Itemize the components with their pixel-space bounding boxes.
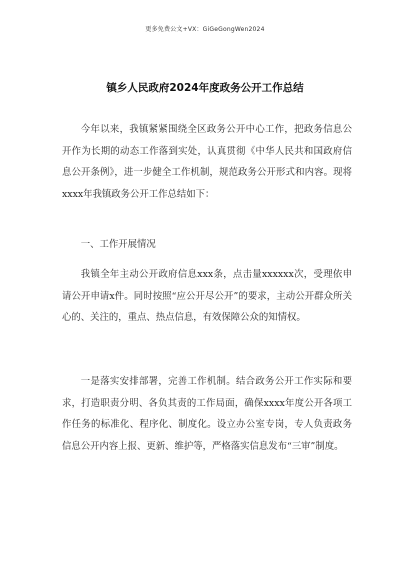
document-title: 镇乡人民政府2024年度政务公开工作总结 (106, 82, 304, 94)
intro-paragraph: 今年以来，我镇紧紧围绕全区政务公开中心工作，把政务信息公开作为长期的动态工作落到实处，认真贯彻《中华人民共和国政府信息公开条例》，进一步健全工作机制，规范政务公开形式和内容。现将xxxx年我镇政务公开工作总结如下： (62, 124, 352, 200)
section-heading-1: 一、工作开展情况 (80, 239, 156, 250)
section-1-body: 我镇全年主动公开政府信息xxx条，点击量xxxxxx次，受理依申请公开申请x件。同时按照“应公开尽公开”的要求，主动公开群众所关心的、关注的，重点、热点信息，有效保障公众的知情权。 (62, 269, 352, 323)
header-note: 更多免费公文+VX：GiGeGongWen2024 (145, 26, 265, 33)
section-1-item-1: 一是落实安排部署，完善工作机制。结合政务公开工作实际和要求，打造职责分明、各负其责的工作局面，确保xxxx年度公开各项工作任务的标准化、程序化、制度化。设立办公室专岗，专人负责政务信息公开内容上报、更新、维护等，严格落实信息发布“三审”制度。 (62, 376, 352, 452)
